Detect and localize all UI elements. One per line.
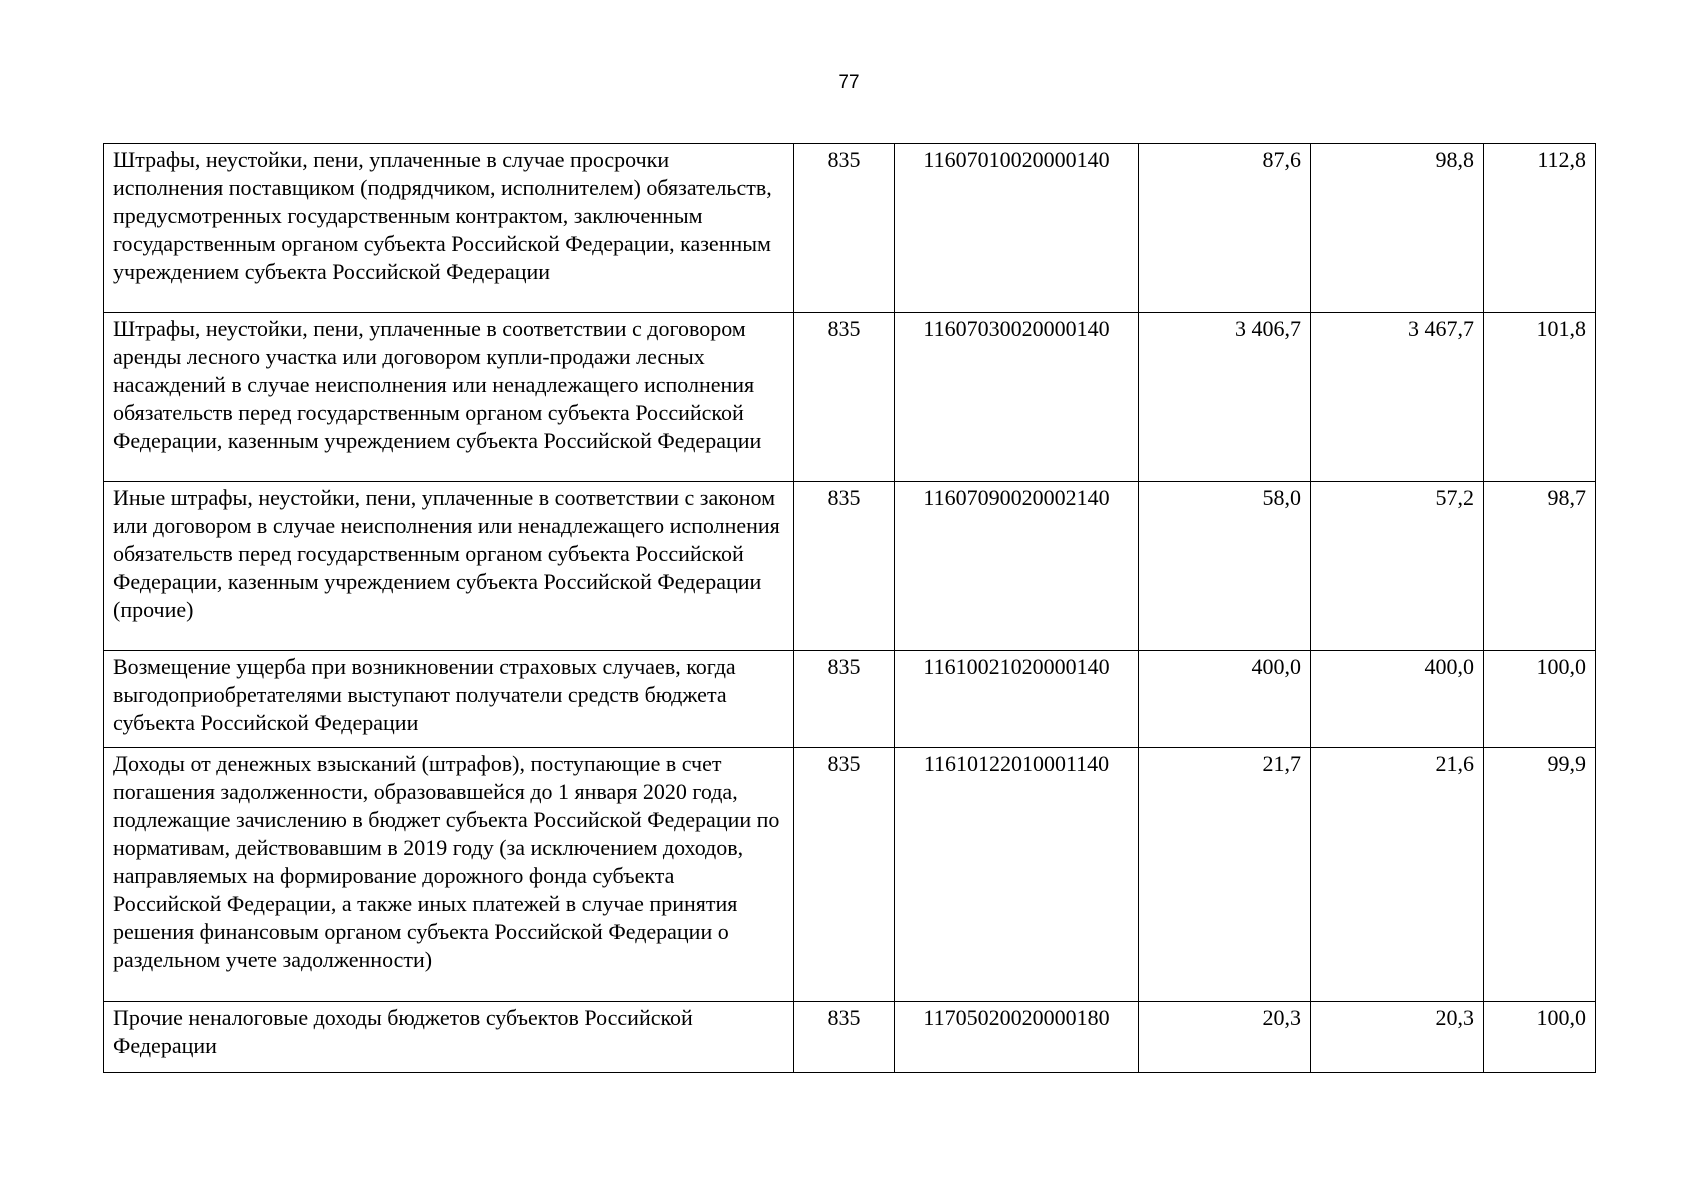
fact-value-cell: 98,8 (1311, 144, 1484, 313)
admin-code-cell: 835 (794, 144, 895, 313)
budget-code-cell: 11607030020000140 (895, 313, 1139, 482)
plan-value-cell: 87,6 (1139, 144, 1311, 313)
plan-value-cell: 20,3 (1139, 1002, 1311, 1073)
table-row (104, 144, 1596, 313)
table-row (104, 313, 1596, 482)
revenue-name-cell: Доходы от денежных взысканий (штрафов), поступающие в счет погашения задолженности, образовавшейся до 1 января 2020 года, подлежащие зачислению в бюджет субъекта Российской Федерации по нормативам, действовавшим в 2019 году (за исключением доходов, направляемых на формирование дорожного фонда субъекта Российской Федерации, а также иных платежей в случае принятия решения финансовым органом субъекта Российской Федерации о раздельном учете задолженности) (104, 748, 794, 1002)
fact-value-cell: 20,3 (1311, 1002, 1484, 1073)
budget-code-cell: 11607010020000140 (895, 144, 1139, 313)
percent-value-cell: 101,8 (1484, 313, 1596, 482)
admin-code-cell: 835 (794, 748, 895, 1002)
revenue-name-cell: Иные штрафы, неустойки, пени, уплаченные в соответствии с законом или договором в случае неисполнения или ненадлежащего исполнения обязательств перед государственным органом субъекта Российской Федерации, казенным учреждением субъекта Российской Федерации (прочие) (104, 482, 794, 651)
fact-value-cell: 57,2 (1311, 482, 1484, 651)
table-row (104, 748, 1596, 1002)
admin-code-cell: 835 (794, 313, 895, 482)
revenue-name-cell: Возмещение ущерба при возникновении страховых случаев, когда выгодоприобретателями выступают получатели средств бюджета субъекта Российской Федерации (104, 651, 794, 748)
plan-value-cell: 400,0 (1139, 651, 1311, 748)
admin-code-cell: 835 (794, 482, 895, 651)
fact-value-cell: 400,0 (1311, 651, 1484, 748)
revenue-table (103, 143, 1596, 1073)
plan-value-cell: 58,0 (1139, 482, 1311, 651)
revenue-name-cell: Штрафы, неустойки, пени, уплаченные в соответствии с договором аренды лесного участка или договором купли-продажи лесных насаждений в случае неисполнения или ненадлежащего исполнения обязательств перед государственным органом субъекта Российской Федерации, казенным учреждением субъекта Российской Федерации (104, 313, 794, 482)
admin-code-cell: 835 (794, 651, 895, 748)
admin-code-cell: 835 (794, 1002, 895, 1073)
revenue-name-cell: Прочие неналоговые доходы бюджетов субъектов Российской Федерации (104, 1002, 794, 1073)
page-number: 77 (838, 72, 860, 93)
budget-code-cell: 11705020020000180 (895, 1002, 1139, 1073)
fact-value-cell: 21,6 (1311, 748, 1484, 1002)
budget-code-cell: 11607090020002140 (895, 482, 1139, 651)
percent-value-cell: 100,0 (1484, 651, 1596, 748)
budget-code-cell: 11610021020000140 (895, 651, 1139, 748)
percent-value-cell: 112,8 (1484, 144, 1596, 313)
percent-value-cell: 99,9 (1484, 748, 1596, 1002)
budget-code-cell: 11610122010001140 (895, 748, 1139, 1002)
percent-value-cell: 98,7 (1484, 482, 1596, 651)
percent-value-cell: 100,0 (1484, 1002, 1596, 1073)
plan-value-cell: 3 406,7 (1139, 313, 1311, 482)
table-row (104, 1002, 1596, 1073)
table-row (104, 482, 1596, 651)
fact-value-cell: 3 467,7 (1311, 313, 1484, 482)
revenue-name-cell: Штрафы, неустойки, пени, уплаченные в случае просрочки исполнения поставщиком (подрядчиком, исполнителем) обязательств, предусмотренных государственным контрактом, заключенным государственным органом субъекта Российской Федерации, казенным учреждением субъекта Российской Федерации (104, 144, 794, 313)
plan-value-cell: 21,7 (1139, 748, 1311, 1002)
table-row (104, 651, 1596, 748)
